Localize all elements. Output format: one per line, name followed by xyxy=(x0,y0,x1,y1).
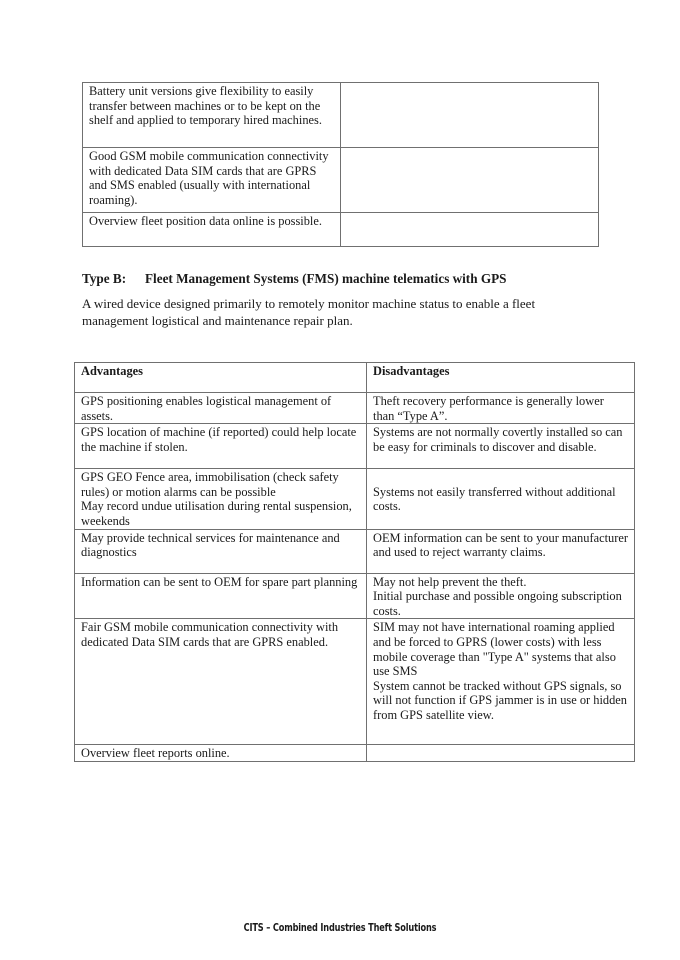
advantage-cell: Battery unit versions give flexibility to easily transfer between machines or to be kept on the shelf and applied to temporary hired machines. xyxy=(83,83,341,148)
cell-text: Fair GSM mobile communication connectivity with dedicated Data SIM cards that are GPRS enabled. xyxy=(81,620,339,649)
disadvantage-cell xyxy=(341,83,599,148)
disadvantage-cell xyxy=(367,424,635,469)
cell-text: Information can be sent to OEM for spare part planning xyxy=(81,574,358,589)
table-header-row xyxy=(75,363,635,393)
cell-text: GPS positioning enables logistical management of assets. xyxy=(81,394,332,423)
table-row xyxy=(83,83,599,148)
cell-text: GPS GEO Fence area, immobilisation (check safety rules) or motion alarms can be possible xyxy=(81,470,339,499)
table-row xyxy=(75,745,635,762)
disadvantage-cell xyxy=(367,573,635,619)
cell-text: May not help prevent the theft. xyxy=(373,574,527,589)
header-advantages: Advantages xyxy=(75,363,367,393)
table-row xyxy=(75,393,635,424)
type-b-pros-cons-table xyxy=(74,362,635,762)
table-row xyxy=(75,424,635,469)
advantage-cell: Overview fleet position data online is possible. xyxy=(83,213,341,247)
cell-text: Theft recovery performance is generally lower than “Type A”. xyxy=(373,394,604,423)
section-description: A wired device designed primarily to remotely monitor machine status to enable a fleet management logistical and maintenance repair plan. xyxy=(82,296,536,328)
cell-text: System cannot be tracked without GPS signals, so will not function if GPS jammer is in use or hidden from GPS satellite view. xyxy=(373,678,627,722)
section-heading-type-b xyxy=(82,271,506,287)
disadvantage-cell xyxy=(367,469,635,529)
table-row xyxy=(83,213,599,247)
table-row xyxy=(75,619,635,745)
advantage-cell xyxy=(75,619,367,745)
advantage-cell xyxy=(75,393,367,424)
disadvantage-cell xyxy=(367,619,635,745)
cell-text: Systems are not normally covertly installed so can be easy for criminals to discover and disable. xyxy=(373,425,623,454)
cell-text: Initial purchase and possible ongoing subscription costs. xyxy=(373,589,622,618)
section-label: Type B: xyxy=(82,271,127,286)
disadvantage-cell xyxy=(367,745,635,762)
cell-text: Overview fleet reports online. xyxy=(81,746,230,761)
cell-text: Systems not easily transferred without additional costs. xyxy=(373,484,616,514)
disadvantage-cell xyxy=(341,148,599,213)
advantage-cell: Good GSM mobile communication connectivity with dedicated Data SIM cards that are GPRS and SMS enabled (usually with international roaming). xyxy=(83,148,341,213)
advantage-cell xyxy=(75,424,367,469)
advantage-cell xyxy=(75,745,367,762)
cell-text: SIM may not have international roaming applied and be forced to GPRS (lower costs) with less mobile coverage than "Type A" systems that also use SMS xyxy=(373,620,616,679)
disadvantage-cell xyxy=(367,393,635,424)
table-row xyxy=(75,469,635,529)
disadvantage-cell xyxy=(341,213,599,247)
cell-text: May provide technical services for maintenance and diagnostics xyxy=(81,530,340,560)
table-row xyxy=(83,148,599,213)
cell-text: May record undue utilisation during rental suspension, weekends xyxy=(81,499,352,528)
advantage-cell xyxy=(75,469,367,529)
cell-text: GPS location of machine (if reported) could help locate the machine if stolen. xyxy=(81,425,357,454)
advantage-cell xyxy=(75,573,367,619)
disadvantage-cell xyxy=(367,529,635,573)
table-row xyxy=(75,573,635,619)
section-title: Fleet Management Systems (FMS) machine telematics with GPS xyxy=(145,271,507,286)
page-footer: CITS – Combined Industries Theft Solutions xyxy=(243,922,437,934)
cell-text: OEM information can be sent to your manufacturer and used to reject warranty claims. xyxy=(373,530,628,560)
advantage-cell xyxy=(75,529,367,573)
header-disadvantages: Disadvantages xyxy=(367,363,635,393)
table-row xyxy=(75,529,635,573)
type-a-pros-cons-table-continued xyxy=(82,82,599,247)
